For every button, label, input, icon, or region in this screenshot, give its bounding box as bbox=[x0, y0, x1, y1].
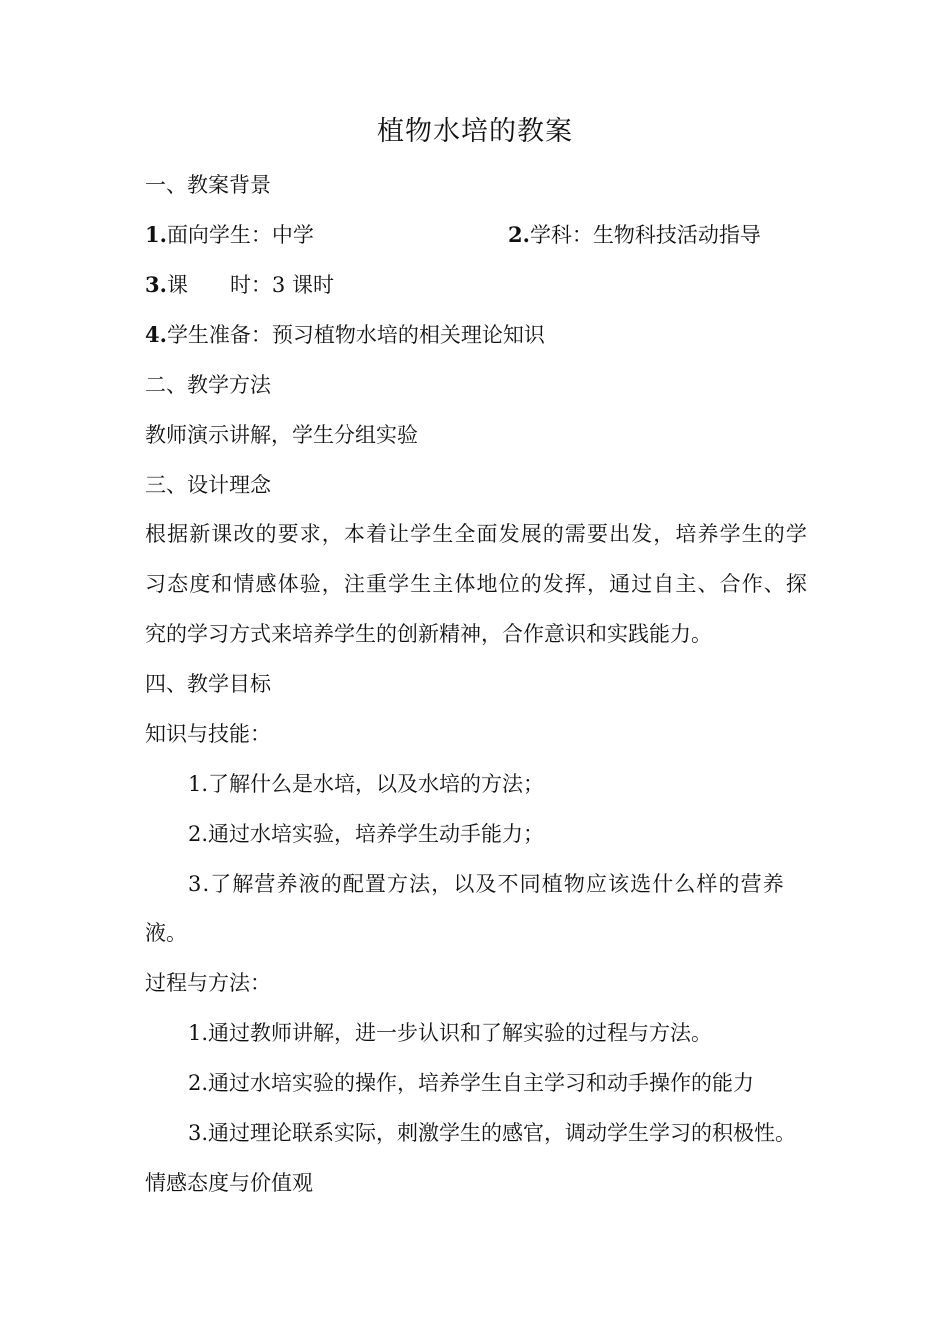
concept-line: 究的学习方式来培养学生的创新精神，合作意识和实践能力。 bbox=[145, 622, 712, 646]
section-heading-method: 二、教学方法 bbox=[145, 373, 271, 397]
student-prep-row bbox=[145, 320, 825, 350]
document-title: 植物水培的教案 bbox=[377, 116, 573, 147]
knowledge-item: 2.通过水培实验，培养学生动手能力； bbox=[188, 822, 545, 846]
subject-field bbox=[508, 220, 761, 250]
concept-line: 根据新课改的要求，本着让学生全面发展的需要出发，培养学生的学 bbox=[145, 522, 808, 546]
knowledge-item: 3.了解营养液的配置方法，以及不同植物应该选什么样的营养 bbox=[188, 872, 785, 896]
process-heading: 过程与方法： bbox=[145, 971, 271, 995]
item-number: 2. bbox=[508, 222, 530, 247]
class-hours-label-a: 课 bbox=[166, 273, 188, 297]
background-row-1-2 bbox=[145, 220, 825, 250]
process-item: 3.通过理论联系实际，刺激学生的感官，调动学生学习的积极性。 bbox=[188, 1121, 797, 1145]
class-hours-label-b: 时：3 课时 bbox=[229, 273, 334, 297]
process-item: 2.通过水培实验的操作，培养学生自主学习和动手操作的能力 bbox=[188, 1071, 755, 1095]
emotion-heading: 情感态度与价值观 bbox=[145, 1171, 313, 1195]
item-number: 4. bbox=[145, 322, 167, 347]
knowledge-item-continued: 液。 bbox=[145, 921, 187, 945]
knowledge-item: 1.了解什么是水培，以及水培的方法； bbox=[188, 772, 545, 796]
knowledge-heading: 知识与技能： bbox=[145, 722, 271, 746]
section-heading-goals: 四、教学目标 bbox=[145, 672, 271, 696]
student-prep-text: 学生准备：预习植物水培的相关理论知识 bbox=[166, 323, 545, 347]
concept-line: 习态度和情感体验，注重学生主体地位的发挥，通过自主、合作、探 bbox=[145, 572, 808, 596]
item-number: 1. bbox=[145, 222, 167, 247]
process-item: 1.通过教师讲解，进一步认识和了解实验的过程与方法。 bbox=[188, 1021, 713, 1045]
section-heading-concept: 三、设计理念 bbox=[145, 473, 271, 497]
class-hours-row bbox=[145, 270, 825, 300]
method-text: 教师演示讲解，学生分组实验 bbox=[145, 423, 418, 447]
item-number: 3. bbox=[145, 272, 167, 297]
target-students: 面向学生：中学 bbox=[166, 223, 314, 247]
subject-text: 学科：生物科技活动指导 bbox=[529, 223, 761, 247]
section-heading-background: 一、教案背景 bbox=[145, 173, 271, 197]
